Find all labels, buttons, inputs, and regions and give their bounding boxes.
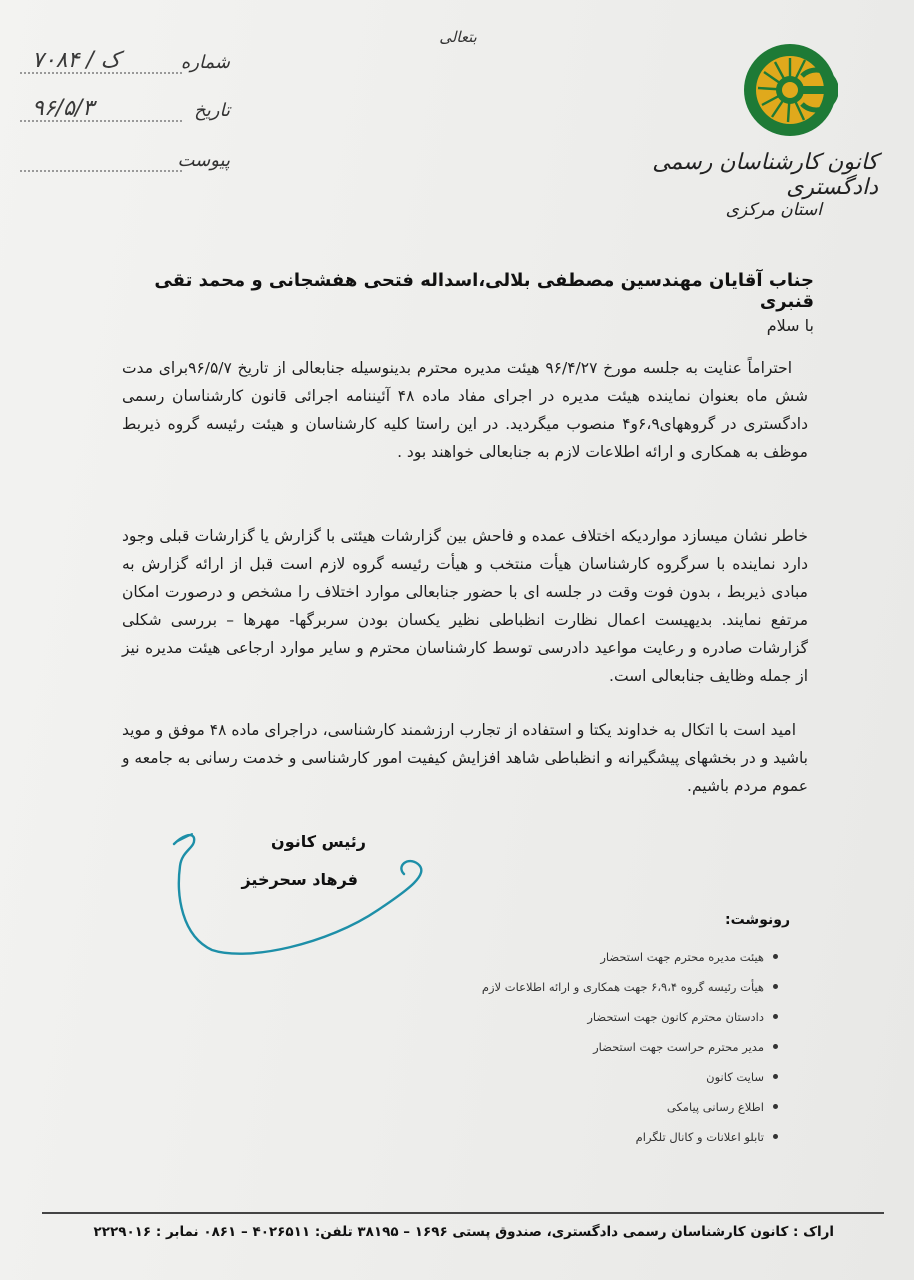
bullet-icon: [773, 1044, 778, 1049]
cc-item: [364, 1070, 764, 1100]
body-paragraph-3: امید است با اتکال به خداوند یکتا و استفاده از تجارب ارزشمند کارشناسی، دراجرای ماده ۴۸ موفق و موید باشید و در بخشهای پیشگیرانه و انظباطی شاهد افزایش کیفیت امور کارشناسی و خدمت رسانی به جامعه و عموم مردم باشیم.: [122, 721, 808, 795]
handwritten-signature-icon: [168, 826, 438, 966]
number-label: شماره: [180, 52, 230, 73]
cc-item-text: اطلاع رسانی پیامکی: [666, 1100, 764, 1114]
attachment-label: پیوست: [177, 150, 230, 171]
cc-item: [364, 1130, 764, 1160]
cc-item-text: دادستان محترم کانون جهت استحضار: [587, 1010, 764, 1024]
cc-item: [364, 1040, 764, 1070]
cc-item-text: مدیر محترم حراست جهت استحضار: [593, 1040, 764, 1054]
cc-title: رونوشت:: [725, 912, 790, 928]
cc-item: [364, 950, 764, 980]
cc-list: [364, 950, 764, 1160]
attachment-dotted-line: [20, 170, 182, 172]
organization-province: استان مرکزی: [725, 200, 822, 220]
greeting: با سلام: [766, 316, 814, 335]
bullet-icon: [773, 1074, 778, 1079]
bismillah-heading: بتعالی: [439, 28, 477, 46]
footer-address: اراک : کانون کارشناسان رسمی دادگستری، صندوق پستی ۱۶۹۶ – ۳۸۱۹۵ تلفن: ۴۰۲۶۵۱۱ – ۰۸۶۱ نمابر : ۲۲۲۹۰۱۶: [93, 1224, 834, 1240]
organization-name: کانون کارشناسان رسمی دادگستری: [652, 150, 878, 200]
cc-item-text: سایت کانون: [706, 1070, 764, 1084]
letter-date-row: [20, 96, 230, 130]
cc-item: [364, 1010, 764, 1040]
date-label: تاریخ: [194, 100, 230, 121]
body-paragraph-1: احتراماً عنایت به جلسه مورخ ۹۶/۴/۲۷ هیئت مدیره محترم بدینوسیله جنابعالی از تاریخ ۹۶/۵/۷برای مدت شش ماه بعنوان نماینده هیئت مدیره در اجرای مفاد ماده ۴۸ آئیننامه اجرائی قانون کارشناسان رسمی دادگستری در گروههای۶،۹و۴ منصوب میگردید. در این راستا کلیه کارشناسان و هیئت رئیسه گروه ذیربط موظف به همکاری و ارائه اطلاعات لازم به جنابعالی خواهند بود .: [122, 359, 809, 461]
footer-divider: [42, 1212, 884, 1214]
signer-name: فرهاد سحرخیز: [241, 870, 358, 889]
letter-number-row: [20, 48, 230, 82]
cc-item-text: هیئت مدیره محترم جهت استحضار: [600, 950, 764, 964]
signer-title: رئیس کانون: [271, 832, 366, 851]
cc-item: [364, 1100, 764, 1130]
bullet-icon: [773, 954, 778, 959]
bullet-icon: [773, 1104, 778, 1109]
recipient-line: جناب آقایان مهندسین مصطفی بلالی،اسداله فتحی هفشجانی و محمد تقی قنبری: [154, 270, 814, 312]
org-logo-icon: [742, 42, 838, 138]
bullet-icon: [773, 984, 778, 989]
cc-item-text: تابلو اعلانات و کانال تلگرام: [635, 1130, 764, 1144]
date-value: ۹۶/۵/۳: [32, 96, 95, 121]
bullet-icon: [773, 1134, 778, 1139]
bullet-icon: [773, 1014, 778, 1019]
cc-item: [364, 980, 764, 1010]
cc-item-text: هیأت رئیسه گروه ۶،۹،۴ جهت همکاری و ارائه اطلاعات لازم: [481, 980, 764, 994]
body-paragraph-2: خاطر نشان میسازد مواردیکه اختلاف عمده و فاحش بین گزارشات هیئتی با گزارش یا گزارشات قبلی وجود دارد نماینده با سرگروه کارشناسان هیأت منتخب و هیأت رئیسه گروه لازم است قبل از ارائه گزارش به مبادی ذیربط ، بدون فوت وقت در جلسه ای با حضور جنابعالی موارد اختلاف را مشخص و درصورت امکان مرتفع نمایند. بدیهیست اعمال نظارت انظباطی نظیر یکسان بودن سربرگها- مهرها – بررسی شکلی گزارشات صادره و رعایت مواعید دادرسی توسط کارشناسان محترم و سایر موارد ارجاعی هیئت مدیره نیز از جمله وظایف جنابعالی است.: [122, 527, 808, 685]
number-value: ۷۰۸۴ / ک: [32, 48, 121, 73]
letter-attachment-row: [20, 146, 230, 180]
